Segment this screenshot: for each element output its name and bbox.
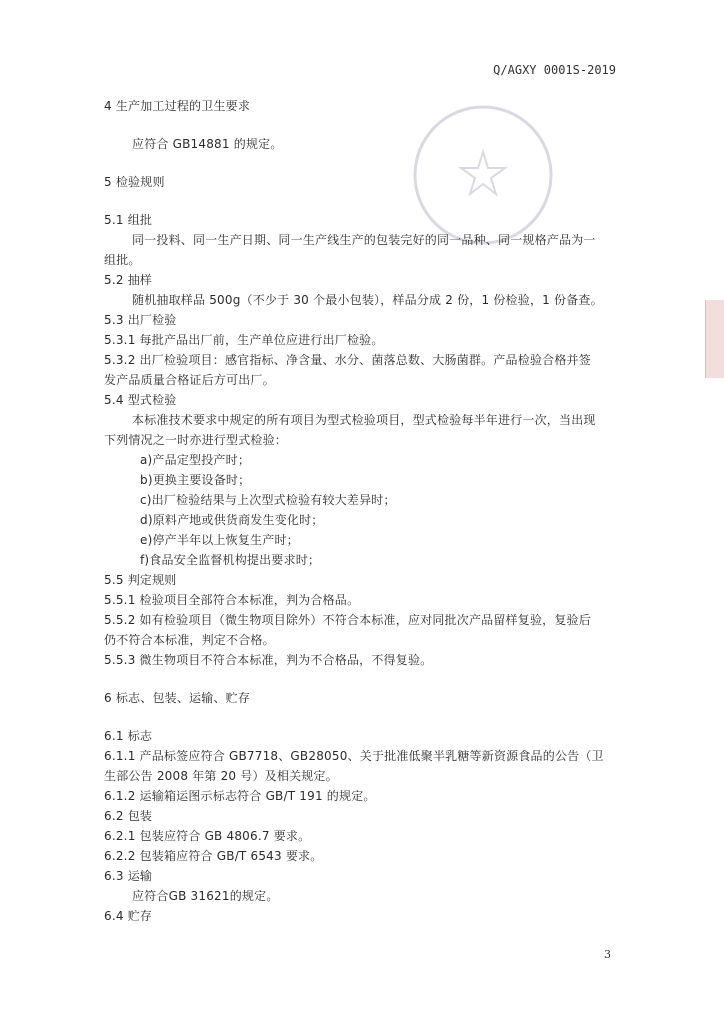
list-item: e)停产半年以上恢复生产时； <box>140 533 299 547</box>
section-6-1-heading: 6.1 标志 <box>104 729 153 743</box>
section-6-2-heading: 6.2 包装 <box>104 809 153 823</box>
paragraph-line: 仍不符合本标准，判定不合格。 <box>104 633 275 647</box>
section-5-4-heading: 5.4 型式检验 <box>104 393 177 407</box>
paragraph-line: 5.5.1 检验项目全部符合本标准，判为合格品。 <box>104 593 360 607</box>
paragraph-line: 6.2.1 包装应符合 GB 4806.7 要求。 <box>104 829 311 843</box>
paragraph-line: 5.5.3 微生物项目不符合本标准，判为不合格品，不得复验。 <box>104 653 433 667</box>
section-5-heading: 5 检验规则 <box>104 175 165 189</box>
paragraph-line: 组批。 <box>104 253 141 267</box>
section-4-text: 应符合 GB14881 的规定。 <box>132 137 283 151</box>
list-item: c)出厂检验结果与上次型式检验有较大差异时； <box>140 493 396 507</box>
paragraph-line: 6.1.1 产品标签应符合 GB7718、GB28050、关于批准低聚半乳糖等新资源食品的公告（卫 <box>104 749 604 763</box>
paragraph-line: 同一投料、同一生产日期、同一生产线生产的包装完好的同一品种、同一规格产品为一 <box>132 233 596 247</box>
paragraph-line: 6.1.2 运输箱运图示标志符合 GB/T 191 的规定。 <box>104 789 376 803</box>
list-item: b)更换主要设备时； <box>140 473 251 487</box>
paragraph-line: 5.3.1 每批产品出厂前，生产单位应进行出厂检验。 <box>104 333 384 347</box>
paragraph-line: 下列情况之一时亦进行型式检验： <box>104 433 288 447</box>
section-5-3-heading: 5.3 出厂检验 <box>104 313 177 327</box>
section-5-1-heading: 5.1 组批 <box>104 213 153 227</box>
section-6-3-heading: 6.3 运输 <box>104 869 153 883</box>
paragraph-line: 应符合GB 31621的规定。 <box>132 889 279 903</box>
section-5-5-heading: 5.5 判定规则 <box>104 573 177 587</box>
document-body <box>104 98 624 928</box>
paragraph-line: 发产品质量合格证后方可出厂。 <box>104 373 275 387</box>
paragraph-line: 6.2.2 包装箱应符合 GB/T 6543 要求。 <box>104 849 323 863</box>
edge-seal-mark <box>705 300 724 378</box>
page-number: 3 <box>604 948 611 961</box>
list-item: d)原料产地或供货商发生变化时； <box>140 513 324 527</box>
paragraph-line: 本标准技术要求中规定的所有项目为型式检验项目，型式检验每半年进行一次，当出现 <box>132 413 596 427</box>
section-5-2-heading: 5.2 抽样 <box>104 273 153 287</box>
document-id: Q/AGXY 0001S-2019 <box>493 63 616 77</box>
section-4-heading: 4 生产加工过程的卫生要求 <box>104 99 251 113</box>
section-6-4-heading: 6.4 贮存 <box>104 909 153 923</box>
list-item: f)食品安全监督机构提出要求时； <box>140 553 321 567</box>
paragraph-line: 生部公告 2008 年第 20 号）及相关规定。 <box>104 769 338 783</box>
list-item: a)产品定型投产时； <box>140 453 251 467</box>
paragraph-line: 随机抽取样品 500g（不少于 30 个最小包装），样品分成 2 份，1 份检验，1 份备查。 <box>132 293 603 307</box>
section-6-heading: 6 标志、包装、运输、贮存 <box>104 691 251 705</box>
paragraph-line: 5.5.2 如有检验项目（微生物项目除外）不符合本标准，应对同批次产品留样复验，复验后 <box>104 613 591 627</box>
paragraph-line: 5.3.2 出厂检验项目：感官指标、净含量、水分、菌落总数、大肠菌群。产品检验合格并签 <box>104 353 591 367</box>
